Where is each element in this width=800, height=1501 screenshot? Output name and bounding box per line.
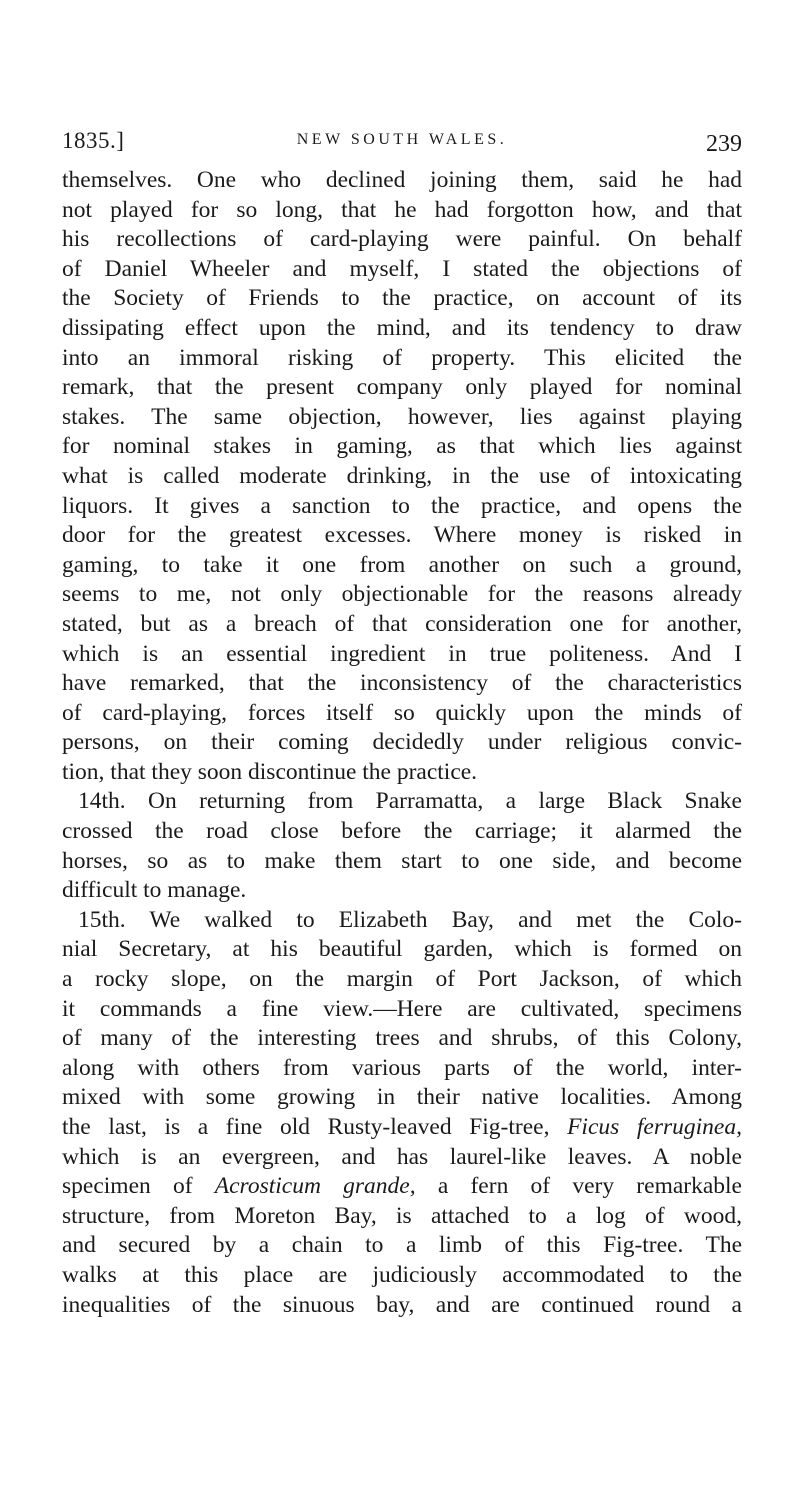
text-line — [62, 432, 742, 462]
text-line — [62, 314, 742, 344]
text-line-content: seems to me, not only objectionable for the reasons already — [62, 581, 742, 608]
text-line — [62, 847, 742, 877]
text-line-content: stakes. The same objection, however, lies against playing — [62, 403, 742, 430]
text-line-content: the last, is a fine old Rusty-leaved Fig-tree, — [62, 1114, 568, 1140]
text-line-content: nial Secretary, at his beautiful garden, which is formed on — [62, 936, 742, 963]
text-line — [62, 1143, 742, 1173]
text-line — [62, 787, 742, 817]
text-line-content: door for the greatest excesses. Where money is risked in — [62, 522, 742, 549]
text-line-content: for nominal stakes in gaming, as that which lies against — [62, 433, 742, 460]
text-line — [62, 1291, 742, 1321]
text-line — [62, 669, 742, 699]
text-line — [62, 344, 742, 374]
text-line — [62, 935, 742, 965]
text-line — [62, 551, 742, 581]
text-line — [62, 1113, 742, 1143]
text-line — [62, 640, 742, 670]
text-line-content: specimen of — [62, 1173, 215, 1200]
text-line — [62, 1231, 742, 1261]
text-line — [62, 284, 742, 314]
text-line — [62, 1083, 742, 1113]
text-line-continuation: a fern of very remarkable — [415, 1173, 742, 1200]
body-text — [62, 166, 742, 1320]
text-line — [62, 492, 742, 522]
text-line — [62, 610, 742, 640]
text-line-content: inequalities of the sinuous bay, and are continued round a — [62, 1291, 742, 1318]
text-line — [62, 373, 742, 403]
text-line — [62, 462, 742, 492]
book-page — [62, 128, 742, 1320]
text-line-content: which is an evergreen, and has laurel-like leaves. A noble — [62, 1143, 742, 1170]
text-line-content: crossed the road close before the carriage; it alarmed the — [62, 818, 742, 845]
text-line — [62, 728, 742, 758]
text-line-content: persons, on their coming decidedly under religious convic- — [62, 729, 742, 756]
text-line — [62, 876, 742, 906]
text-line — [62, 225, 742, 255]
text-line — [62, 1054, 742, 1084]
text-line-content: remark, that the present company only played for nominal — [62, 374, 742, 401]
running-head — [62, 128, 742, 162]
running-head-year: 1835.] — [62, 128, 125, 153]
text-line — [62, 1024, 742, 1054]
text-line-content: horses, so as to make them start to one side, and become — [62, 847, 742, 874]
text-line-content: tion, that they soon discontinue the practice. — [62, 758, 478, 785]
text-line-content: his recollections of card-playing were painful. On behalf — [62, 226, 742, 253]
text-line-content: what is called moderate drinking, in the use of intoxicating — [62, 462, 742, 489]
text-line — [62, 817, 742, 847]
text-line-content: mixed with some growing in their native localities. Among — [62, 1084, 742, 1111]
text-line-content: 14th. On returning from Parramatta, a large Black Snake — [78, 788, 742, 815]
running-head-title: NEW SOUTH WALES. — [296, 131, 508, 148]
text-line-content: liquors. It gives a sanction to the practice, and opens the — [62, 492, 742, 519]
text-line — [62, 758, 742, 788]
text-line-content: have remarked, that the inconsistency of the characteristics — [62, 670, 742, 697]
text-line-content: and secured by a chain to a limb of this Fig-tree. The — [62, 1232, 742, 1259]
italic-term: Acrosticum grande, — [214, 1173, 416, 1200]
text-line — [62, 403, 742, 433]
text-line-content: the Society of Friends to the practice, on account of its — [62, 285, 742, 312]
text-line-content: not played for so long, that he had forgotton how, and that — [62, 196, 742, 223]
text-line-content: themselves. One who declined joining them, said he had — [62, 167, 742, 193]
text-line — [62, 196, 742, 226]
text-line-content: into an immoral risking of property. This elicited the — [62, 344, 742, 371]
text-line-content: difficult to manage. — [62, 877, 247, 904]
text-line — [62, 1261, 742, 1291]
text-line — [62, 965, 742, 995]
text-line — [62, 906, 742, 936]
text-line — [62, 580, 742, 610]
italic-term: Ficus ferruginea, — [567, 1114, 742, 1140]
text-line — [62, 699, 742, 729]
text-line-content: a rocky slope, on the margin of Port Jackson, of which — [62, 966, 742, 993]
text-line — [62, 255, 742, 285]
text-line-content: of card-playing, forces itself so quickly upon the minds of — [62, 699, 742, 726]
text-line — [62, 1172, 742, 1202]
text-line — [62, 995, 742, 1025]
text-line-content: structure, from Moreton Bay, is attached to a log of wood, — [62, 1202, 742, 1229]
text-line — [62, 521, 742, 551]
text-line-content: 15th. We walked to Elizabeth Bay, and met the Colo- — [78, 906, 742, 933]
text-line-content: stated, but as a breach of that consideration one for another, — [62, 610, 742, 637]
text-line — [62, 1202, 742, 1232]
text-line-content: of Daniel Wheeler and myself, I stated the objections of — [62, 255, 742, 282]
text-line-content: walks at this place are judiciously accommodated to the — [62, 1261, 742, 1288]
text-line-content: it commands a fine view.—Here are cultivated, specimens — [62, 995, 742, 1022]
text-line-content: gaming, to take it one from another on such a ground, — [62, 551, 742, 578]
text-line-content: which is an essential ingredient in true politeness. And I — [62, 640, 742, 667]
text-line-content: along with others from various parts of the world, inter- — [62, 1054, 742, 1081]
page-number: 239 — [706, 131, 742, 157]
text-line-content: of many of the interesting trees and shrubs, of this Colony, — [62, 1025, 742, 1052]
text-line-content: dissipating effect upon the mind, and its tendency to draw — [62, 314, 742, 341]
text-line — [62, 166, 742, 196]
